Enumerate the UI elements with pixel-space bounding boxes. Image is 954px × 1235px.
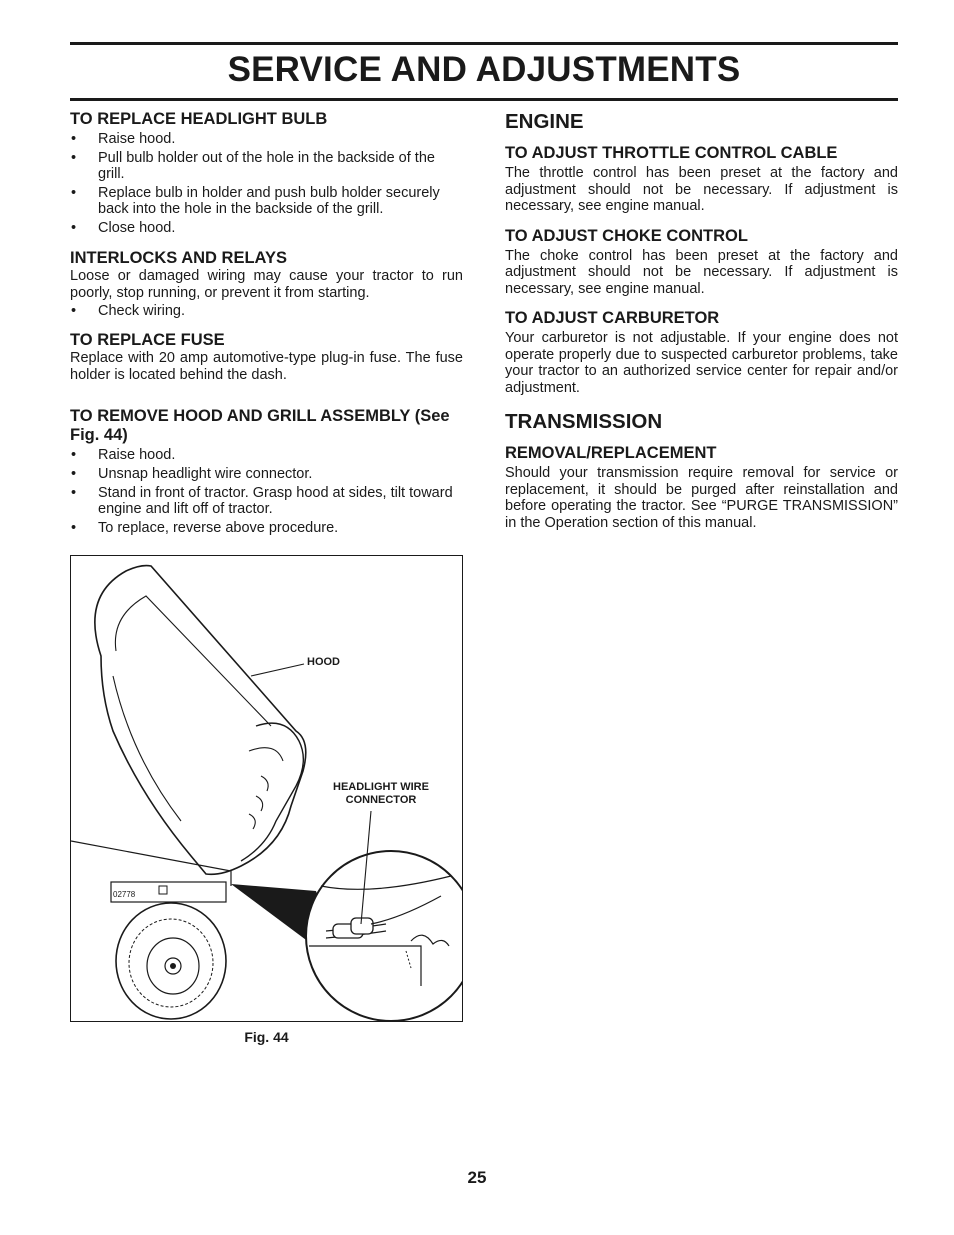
interlocks-steps xyxy=(70,303,463,319)
section-fuse xyxy=(70,331,463,383)
list-item: • Replace bulb in holder and push bulb holder securely back into the hole in the backside of the grill. xyxy=(70,185,463,217)
headlight-steps xyxy=(70,131,463,236)
title-rule-bottom xyxy=(70,98,898,101)
figure-44 xyxy=(70,555,463,1022)
hood-heading: TO REMOVE HOOD AND GRILL ASSEMBLY (See Fig. 44) xyxy=(70,407,450,444)
part-number: 02778 xyxy=(113,890,136,899)
carburetor-text: Your carburetor is not adjustable. If your engine does not operate properly due to suspected carburetor problems, take your tractor to an authorized service center for repair and/or adjustment. xyxy=(505,330,898,396)
fuse-heading: TO REPLACE FUSE xyxy=(70,331,225,349)
section-interlocks xyxy=(70,249,463,319)
transmission-heading: TRANSMISSION xyxy=(505,410,663,433)
subsection-carburetor xyxy=(505,309,898,396)
page-title: SERVICE AND ADJUSTMENTS xyxy=(227,50,741,89)
list-item: • Unsnap headlight wire connector. xyxy=(70,466,463,482)
throttle-heading: TO ADJUST THROTTLE CONTROL CABLE xyxy=(505,144,838,162)
fuse-text: Replace with 20 amp automotive-type plug-in fuse. The fuse holder is located behind the dash. xyxy=(70,350,463,383)
throttle-text: The throttle control has been preset at the factory and adjustment should not be necessary. If adjustment is necessary, see engine manual. xyxy=(505,165,898,214)
headlight-heading: TO REPLACE HEADLIGHT BULB xyxy=(70,110,328,128)
list-item: • Close hood. xyxy=(70,220,463,236)
removal-heading: REMOVAL/REPLACEMENT xyxy=(505,444,717,462)
subsection-throttle xyxy=(505,144,898,215)
section-engine xyxy=(505,110,898,396)
list-item: • Pull bulb holder out of the hole in the backside of the grill. xyxy=(70,150,463,182)
list-item: • Raise hood. xyxy=(70,131,463,147)
list-item: • To replace, reverse above procedure. xyxy=(70,520,463,536)
left-column xyxy=(70,110,463,539)
hood-label: HOOD xyxy=(307,656,340,668)
section-hood xyxy=(70,407,463,536)
subsection-choke xyxy=(505,227,898,298)
engine-heading: ENGINE xyxy=(505,110,584,133)
connector-label: HEADLIGHT WIRE CONNECTOR xyxy=(333,781,429,806)
figure-caption: Fig. 44 xyxy=(244,1029,289,1045)
choke-text: The choke control has been preset at the factory and adjustment should not be necessary. If adjustment is necessary, see engine manual. xyxy=(505,247,898,297)
list-item: • Stand in front of tractor. Grasp hood at sides, tilt toward engine and lift off of tractor. xyxy=(70,485,463,517)
choke-heading: TO ADJUST CHOKE CONTROL xyxy=(505,226,748,245)
list-item: • Raise hood. xyxy=(70,447,463,463)
right-column xyxy=(505,110,898,531)
section-headlight xyxy=(70,110,463,236)
page-number: 25 xyxy=(467,1168,487,1187)
section-transmission xyxy=(505,410,898,531)
interlocks-heading: INTERLOCKS AND RELAYS xyxy=(70,249,287,267)
carburetor-heading: TO ADJUST CARBURETOR xyxy=(505,309,720,327)
interlocks-text: Loose or damaged wiring may cause your tractor to run poorly, stop running, or prevent it from starting. xyxy=(70,268,463,301)
removal-text: Should your transmission require removal for service or replacement, it should be purged after reinstallation and before operating the tractor. See “PURGE TRANSMISSION” in the Operation section of this manual. xyxy=(505,465,898,531)
subsection-removal xyxy=(505,444,898,531)
hood-steps xyxy=(70,447,463,536)
list-item: • Check wiring. xyxy=(70,303,463,319)
title-rule-top xyxy=(70,42,898,45)
